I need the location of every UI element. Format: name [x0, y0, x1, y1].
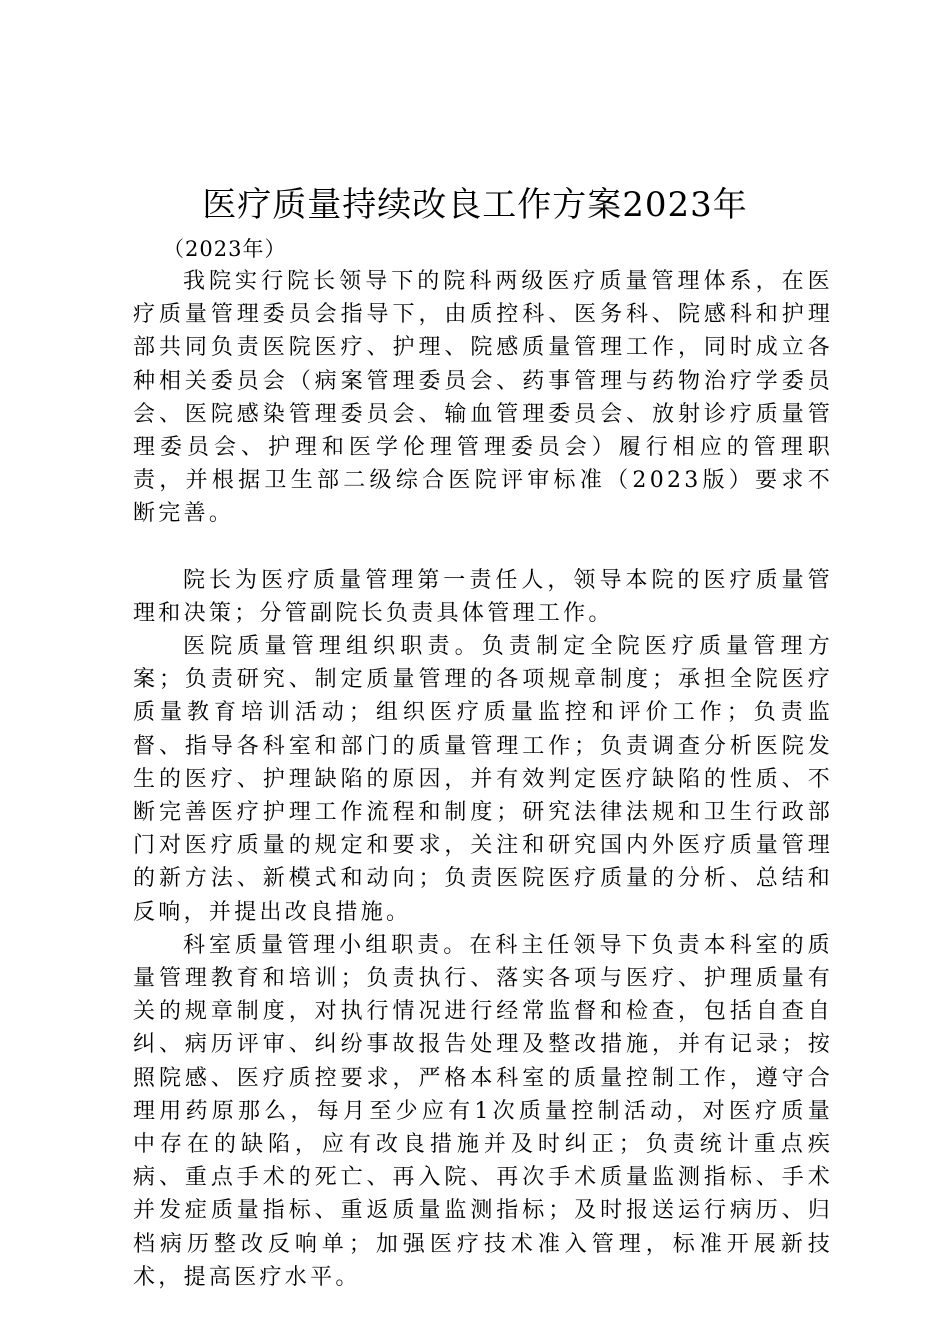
paragraph-director-responsibility: 院长为医疗质量管理第一责任人，领导本院的医疗质量管理和决策；分管副院长负责具体管理工作。 — [133, 567, 833, 626]
document-title: 医疗质量持续改良工作方案2023年 — [202, 185, 748, 225]
paragraph-quality-system: 我院实行院长领导下的院科两级医疗质量管理体系，在医疗质量管理委员会指导下，由质控科、医务科、院感科和护理部共同负责医院医疗、护理、院感质量管理工作，同时成立各种相关委员会（病案管理委员会、药事管理与药物治疗学委员会、医院感染管理委员会、输血管理委员会、放射诊疗质量管理委员会、护理和医学伦理管理委员会）履行相应的管理职责，并根据卫生部二级综合医院评审标准（2023版）要求不断完善。 — [133, 269, 833, 527]
document-body — [133, 234, 833, 1294]
paragraph-hospital-organization-duties: 医院质量管理组织职责。负责制定全院医疗质量管理方案；负责研究、制定质量管理的各项规章制度；承担全院医疗质量教育培训活动；组织医疗质量监控和评价工作；负责监督、指导各科室和部门的质量管理工作；负责调查分析医院发生的医疗、护理缺陷的原因，并有效判定医疗缺陷的性质、不断完善医疗护理工作流程和制度；研究法律法规和卫生行政部门对医疗质量的规定和要求，关注和研究国内外医疗质量管理的新方法、新模式和动向；负责医院医疗质量的分析、总结和反响，并提出改良措施。 — [133, 634, 833, 925]
paragraph-department-team-duties: 科室质量管理小组职责。在科主任领导下负责本科室的质量管理教育和培训；负责执行、落实各项与医疗、护理质量有关的规章制度，对执行情况进行经常监督和检查，包括自查自纠、病历评审、纠纷事故报告处理及整改措施，并有记录；按照院感、医疗质控要求，严格本科室的质量控制工作，遵守合理用药原那么，每月至少应有1次质量控制活动，对医疗质量中存在的缺陷，应有改良措施并及时纠正；负责统计重点疾病、重点手术的死亡、再入院、再次手术质量监测指标、手术并发症质量指标、重返质量监测指标；及时报送运行病历、归档病历整改反响单；加强医疗技术准入管理，标准开展新技术，提高医疗水平。 — [133, 932, 833, 1290]
document-subtitle: （2023年） — [163, 237, 287, 261]
